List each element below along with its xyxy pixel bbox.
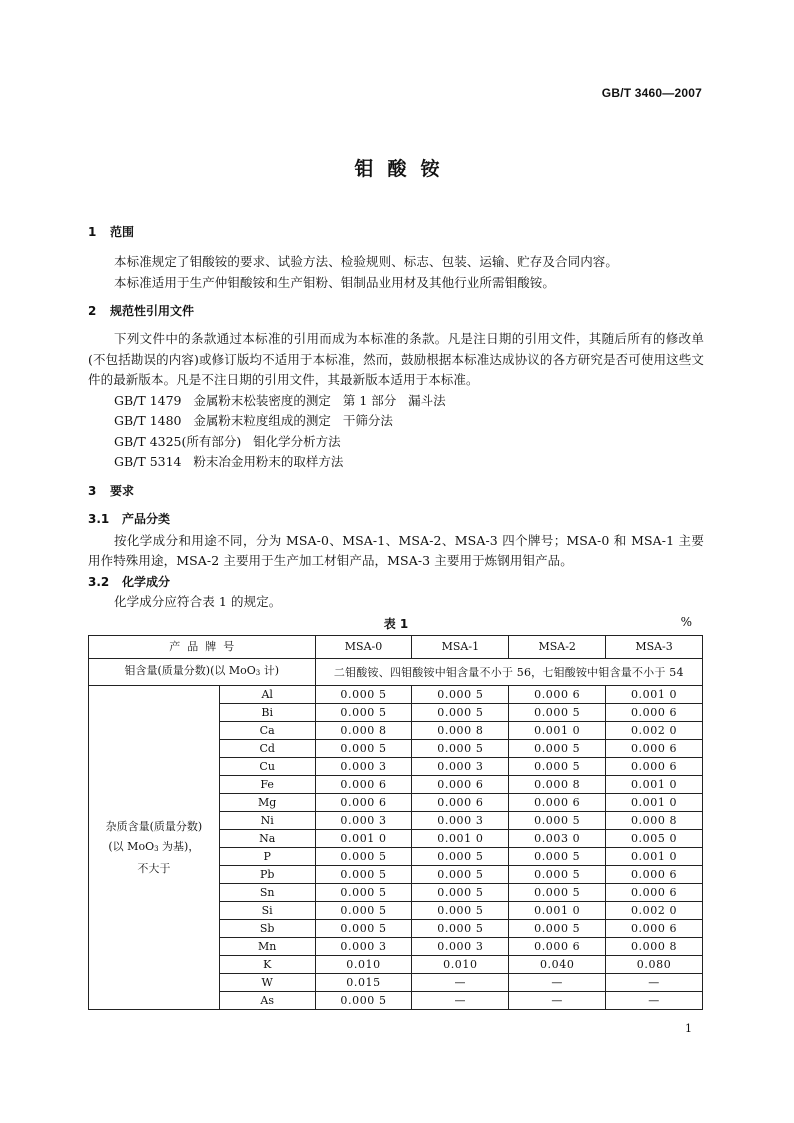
grade-header-cell: 产 品 牌 号 [89,636,316,659]
impurity-value-cell: 0.000 5 [412,848,509,866]
impurity-value-cell: 0.005 0 [606,830,703,848]
impurity-value-cell: 0.000 5 [412,704,509,722]
element-cell: Sb [219,920,315,938]
subsection-title: 产品分类 [122,511,171,526]
impurity-value-cell: 0.000 6 [315,776,412,794]
impurity-value-cell: 0.000 5 [412,902,509,920]
impurity-value-cell: 0.000 6 [606,884,703,902]
subsection-title: 化学成分 [122,574,171,589]
impurity-label-cell [89,686,220,1010]
section-3-2-heading [88,572,704,592]
reference-item: GB/T 1480 金属粉末粒度组成的测定 干筛分法 [114,413,393,428]
scope-paragraph-2: 本标准适用于生产仲钼酸铵和生产钼粉、钼制品业用材及其他行业所需钼酸铵。 [114,274,556,290]
impurity-value-cell: 0.001 0 [606,848,703,866]
table-caption: 表 1 [383,617,409,631]
section-title: 规范性引用文件 [110,304,195,318]
impurity-value-cell: 0.000 3 [412,758,509,776]
impurity-value-cell: 0.001 0 [315,830,412,848]
section-title: 范围 [110,225,135,239]
impurity-value-cell: 0.000 5 [315,686,412,704]
molybdenum-content-row [89,659,703,686]
impurity-value-cell: 0.000 8 [606,812,703,830]
table-caption-row [88,613,704,633]
impurity-value-cell: 0.000 5 [412,884,509,902]
section-3-1-heading [88,509,704,529]
document-body [88,222,704,1010]
impurity-value-cell: 0.000 5 [315,704,412,722]
impurity-value-cell: 0.000 8 [509,776,606,794]
impurity-value-cell: 0.000 5 [315,902,412,920]
element-cell: Si [219,902,315,920]
grade-cell: MSA-2 [509,636,606,659]
impurity-value-cell: 0.001 0 [509,722,606,740]
impurity-rows [89,686,703,1010]
impurity-value-cell: 0.040 [509,956,606,974]
impurity-value-cell: 0.002 0 [606,902,703,920]
impurity-value-cell: 0.000 6 [606,920,703,938]
grade-cell: MSA-3 [606,636,703,659]
element-cell: As [219,992,315,1010]
impurity-label-line: 杂质含量(质量分数) [105,819,203,833]
reference-item: GB/T 1479 金属粉末松装密度的测定 第 1 部分 漏斗法 [114,392,446,408]
impurity-value-cell: 0.000 6 [509,794,606,812]
impurity-value-cell: 0.000 8 [412,722,509,740]
impurity-label-text: 为基)， [158,839,200,853]
impurity-value-cell: 0.000 5 [315,740,412,758]
section-2-heading [88,301,704,321]
element-cell: Bi [219,704,315,722]
impurity-value-cell: 0.080 [606,956,703,974]
impurity-value-cell: 0.001 0 [412,830,509,848]
element-cell: P [219,848,315,866]
element-cell: Fe [219,776,315,794]
section-3-heading [88,481,704,501]
impurity-value-cell: 0.000 5 [315,848,412,866]
impurity-value-cell: 0.002 0 [606,722,703,740]
impurity-value-cell: 0.000 5 [412,686,509,704]
impurity-value-cell: 0.000 5 [509,758,606,776]
impurity-value-cell: 0.010 [412,956,509,974]
impurity-value-cell: 0.000 5 [509,848,606,866]
classification-paragraph: 按化学成分和用途不同，分为 MSA-0、MSA-1、MSA-2、MSA-3 四个牌号；MSA-0 和 MSA-1 主要用作特殊用途，MSA-2 主要用于生产加工材钼产品，MSA-3 主要用于炼钢用钼产品。 [88,532,704,568]
impurity-label-line [89,837,219,859]
mo-label-subscript: 3 [255,669,261,677]
impurity-value-cell: 0.000 5 [412,740,509,758]
impurity-value-cell: 0.000 6 [509,686,606,704]
impurity-value-cell: 0.000 8 [315,722,412,740]
reference-item: GB/T 4325(所有部分) 钼化学分析方法 [114,433,341,449]
element-cell: Na [219,830,315,848]
normative-references-paragraph: 下列文件中的条款通过本标准的引用而成为本标准的条款。凡是注日期的引用文件，其随后所有的修改单(不包括勘误的内容)或修订版均不适用于本标准，然而，鼓励根据本标准达成协议的各方研究是否可使用这些文件的最新版本。凡是不注日期的引用文件，其最新版本适用于本标准。 [88,331,704,387]
impurity-value-cell: 0.000 3 [315,938,412,956]
impurity-value-cell: — [606,992,703,1010]
element-cell: Pb [219,866,315,884]
section-number: 3 [88,483,97,498]
element-cell: Mg [219,794,315,812]
impurity-value-cell: 0.000 5 [509,812,606,830]
grade-cell: MSA-0 [315,636,412,659]
element-cell: Ni [219,812,315,830]
mo-content-value: 二钼酸铵、四钼酸铵中钼含量不小于 56，七钼酸铵中钼含量不小于 54 [315,659,702,686]
chemical-composition-table [88,635,703,1010]
table-unit: % [680,615,692,629]
impurity-value-cell: 0.015 [315,974,412,992]
impurity-value-cell: — [412,992,509,1010]
impurity-value-cell: 0.000 6 [509,938,606,956]
impurity-value-cell: 0.000 6 [606,758,703,776]
impurity-value-cell: 0.000 6 [606,866,703,884]
impurity-value-cell: 0.001 0 [606,776,703,794]
impurity-value-cell: — [509,992,606,1010]
element-cell: K [219,956,315,974]
impurity-label-subscript: 3 [154,844,159,853]
impurity-value-cell: 0.000 5 [509,704,606,722]
impurity-value-cell: 0.000 3 [315,758,412,776]
impurity-value-cell: 0.000 5 [315,884,412,902]
impurity-value-cell: 0.000 8 [606,938,703,956]
standard-number: GB/T 3460—2007 [601,86,702,100]
subsection-number: 3.1 [88,511,110,526]
impurity-value-cell: 0.000 3 [412,812,509,830]
page-number: 1 [685,1022,692,1035]
impurity-value-cell: 0.000 5 [412,866,509,884]
impurity-value-cell: 0.001 0 [606,794,703,812]
impurity-value-cell: — [509,974,606,992]
element-cell: Al [219,686,315,704]
impurity-label-text: (以 MoO [108,839,155,853]
impurity-value-cell: 0.000 3 [412,938,509,956]
impurity-value-cell: 0.000 6 [412,776,509,794]
element-cell: Sn [219,884,315,902]
section-title: 要求 [110,483,135,498]
impurity-value-cell: 0.000 6 [315,794,412,812]
impurity-value-cell: — [412,974,509,992]
impurity-value-cell: 0.001 0 [509,902,606,920]
composition-paragraph: 化学成分应符合表 1 的规定。 [114,593,282,609]
impurity-value-cell: 0.000 5 [315,920,412,938]
impurity-label-line: 不大于 [137,861,171,875]
impurity-value-cell: 0.000 5 [509,740,606,758]
impurity-value-cell: 0.000 5 [509,920,606,938]
element-cell: Cd [219,740,315,758]
impurity-value-cell: — [606,974,703,992]
mo-label-text: 计) [260,664,280,677]
impurity-value-cell: 0.001 0 [606,686,703,704]
reference-item: GB/T 5314 粉末冶金用粉末的取样方法 [114,454,344,469]
impurity-value-cell: 0.000 5 [509,866,606,884]
element-cell: Mn [219,938,315,956]
impurity-value-cell: 0.000 5 [412,920,509,938]
document-title: 钼酸铵 [354,158,454,180]
impurity-value-cell: 0.003 0 [509,830,606,848]
impurity-value-cell: 0.000 5 [509,884,606,902]
impurity-value-cell: 0.000 5 [315,866,412,884]
grade-cell: MSA-1 [412,636,509,659]
mo-content-label [89,659,316,686]
impurity-value-cell: 0.000 3 [315,812,412,830]
section-1-heading [88,222,704,242]
impurity-value-cell: 0.000 5 [315,992,412,1010]
element-cell: Ca [219,722,315,740]
impurity-row [89,686,703,704]
impurity-value-cell: 0.000 6 [412,794,509,812]
element-cell: Cu [219,758,315,776]
element-cell: W [219,974,315,992]
section-number: 2 [88,304,97,318]
impurity-value-cell: 0.000 6 [606,704,703,722]
scope-paragraph-1: 本标准规定了钼酸铵的要求、试验方法、检验规则、标志、包装、运输、贮存及合同内容。 [114,254,619,269]
impurity-value-cell: 0.000 6 [606,740,703,758]
impurity-value-cell: 0.010 [315,956,412,974]
mo-label-text: 钼含量(质量分数)(以 MoO [124,664,256,677]
table-header-row [89,636,703,659]
subsection-number: 3.2 [88,574,110,589]
section-number: 1 [88,225,97,239]
